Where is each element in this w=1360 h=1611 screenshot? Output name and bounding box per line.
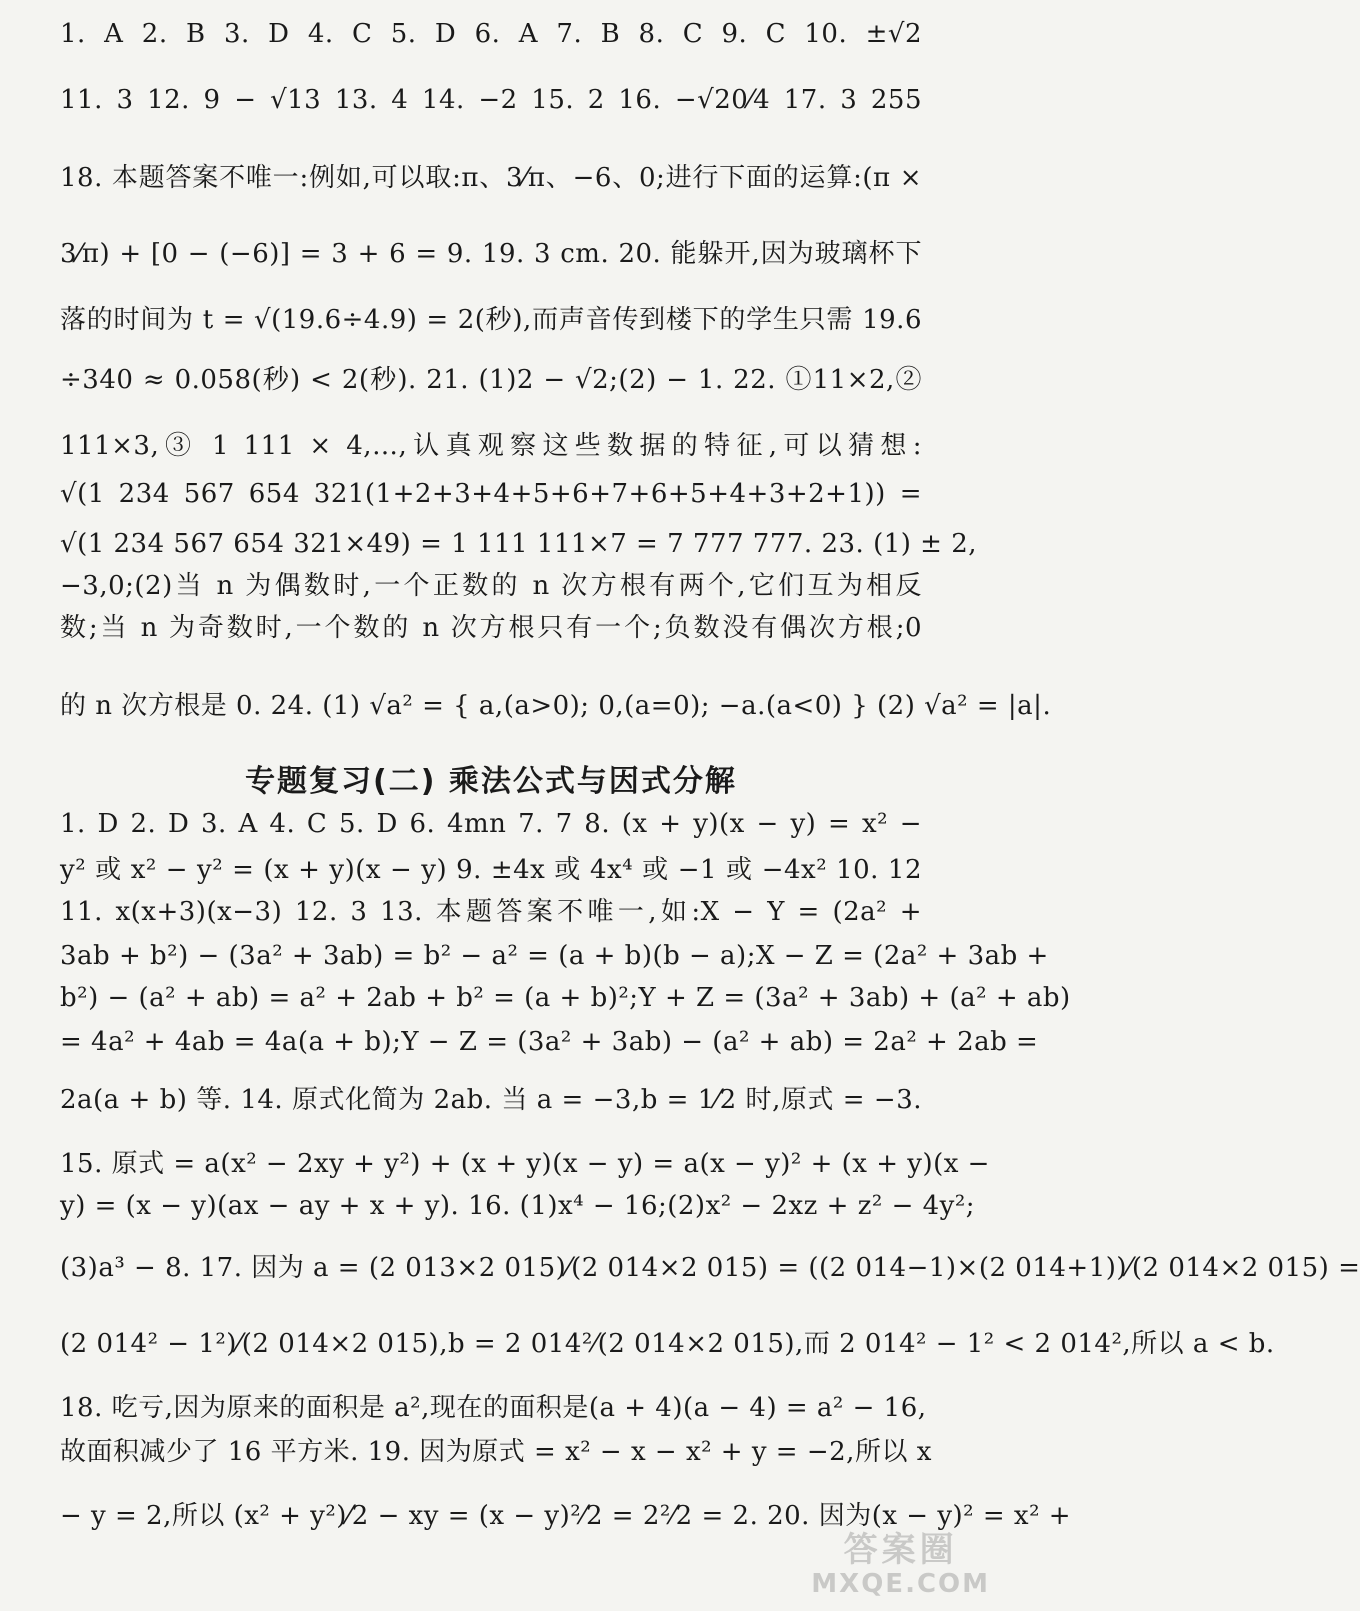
answer-line: 的 n 次方根是 0. 24. (1) √a² = { a,(a>0); 0,(a=0); −a.(a<0) } (2) √a² = |a|.	[60, 691, 1052, 721]
answer-line: 11. x(x+3)(x−3) 12. 3 13. 本题答案不唯一,如:X − Y = (2a² +	[60, 897, 922, 927]
answer-line: 数;当 n 为奇数时,一个数的 n 次方根只有一个;负数没有偶次方根;0	[60, 613, 922, 643]
answer-line: y) = (x − y)(ax − ay + x + y). 16. (1)x⁴ − 16;(2)x² − 2xz + z² − 4y²;	[60, 1191, 976, 1221]
answer-line: 11. 3 12. 9 − √13 13. 4 14. −2 15. 2 16. −√20⁄4 17. 3 255	[60, 85, 922, 115]
answer-line: y² 或 x² − y² = (x + y)(x − y) 9. ±4x 或 4x⁴ 或 −1 或 −4x² 10. 12	[60, 855, 922, 885]
answer-line: b²) − (a² + ab) = a² + 2ab + b² = (a + b)²;Y + Z = (3a² + 3ab) + (a² + ab)	[60, 983, 1071, 1013]
answer-line: 2a(a + b) 等. 14. 原式化简为 2ab. 当 a = −3,b = 1⁄2 时,原式 = −3.	[60, 1085, 922, 1115]
answer-line: − y = 2,所以 (x² + y²)⁄2 − xy = (x − y)²⁄2 = 2²⁄2 = 2. 20. 因为(x − y)² = x² +	[60, 1501, 1072, 1531]
section-title: 专题复习(二) 乘法公式与因式分解	[245, 764, 737, 799]
answer-line: 1. D 2. D 3. A 4. C 5. D 6. 4mn 7. 7 8. (x + y)(x − y) = x² −	[60, 809, 922, 839]
answer-line: (2 014² − 1²)⁄(2 014×2 015),b = 2 014²⁄(2 014×2 015),而 2 014² − 1² < 2 014²,所以 a < b.	[60, 1329, 1275, 1359]
answer-line: (3)a³ − 8. 17. 因为 a = (2 013×2 015)⁄(2 014×2 015) = ((2 014−1)×(2 014+1))⁄(2 014×2 015) =	[60, 1253, 1360, 1283]
watermark-top-text: 答案圈	[843, 1530, 958, 1570]
watermark-logo	[811, 1530, 990, 1601]
answer-line: √(1 234 567 654 321(1+2+3+4+5+6+7+6+5+4+3+2+1)) =	[60, 479, 922, 509]
answer-line: 故面积减少了 16 平方米. 19. 因为原式 = x² − x − x² + y = −2,所以 x	[60, 1437, 932, 1467]
answer-line: = 4a² + 4ab = 4a(a + b);Y − Z = (3a² + 3ab) − (a² + ab) = 2a² + 2ab =	[60, 1027, 1039, 1057]
answer-line: 落的时间为 t = √(19.6÷4.9) = 2(秒),而声音传到楼下的学生只需 19.6	[60, 305, 922, 335]
answer-line: 15. 原式 = a(x² − 2xy + y²) + (x + y)(x − y) = a(x − y)² + (x + y)(x −	[60, 1149, 990, 1179]
answer-line: ÷340 ≈ 0.058(秒) < 2(秒). 21. (1)2 − √2;(2) − 1. 22. ①11×2,②	[60, 365, 922, 395]
answer-line: 3⁄π) + [0 − (−6)] = 3 + 6 = 9. 19. 3 cm. 20. 能躲开,因为玻璃杯下	[60, 239, 922, 269]
watermark-bottom-text: MXQE.COM	[811, 1569, 990, 1599]
answer-line: 18. 本题答案不唯一:例如,可以取:π、3⁄π、−6、0;进行下面的运算:(π ×	[60, 163, 922, 193]
answer-line: 1. A 2. B 3. D 4. C 5. D 6. A 7. B 8. C 9. C 10. ±√2	[60, 19, 922, 49]
answer-line: 3ab + b²) − (3a² + 3ab) = b² − a² = (a + b)(b − a);X − Z = (2a² + 3ab +	[60, 941, 1049, 971]
answer-line: −3,0;(2)当 n 为偶数时,一个正数的 n 次方根有两个,它们互为相反	[60, 571, 922, 601]
answer-line: 111×3,③ 1 111 × 4,…,认真观察这些数据的特征,可以猜想:	[60, 431, 922, 461]
answer-line: √(1 234 567 654 321×49) = 1 111 111×7 = 7 777 777. 23. (1) ± 2,	[60, 529, 978, 559]
answer-line: 18. 吃亏,因为原来的面积是 a²,现在的面积是(a + 4)(a − 4) = a² − 16,	[60, 1393, 927, 1423]
